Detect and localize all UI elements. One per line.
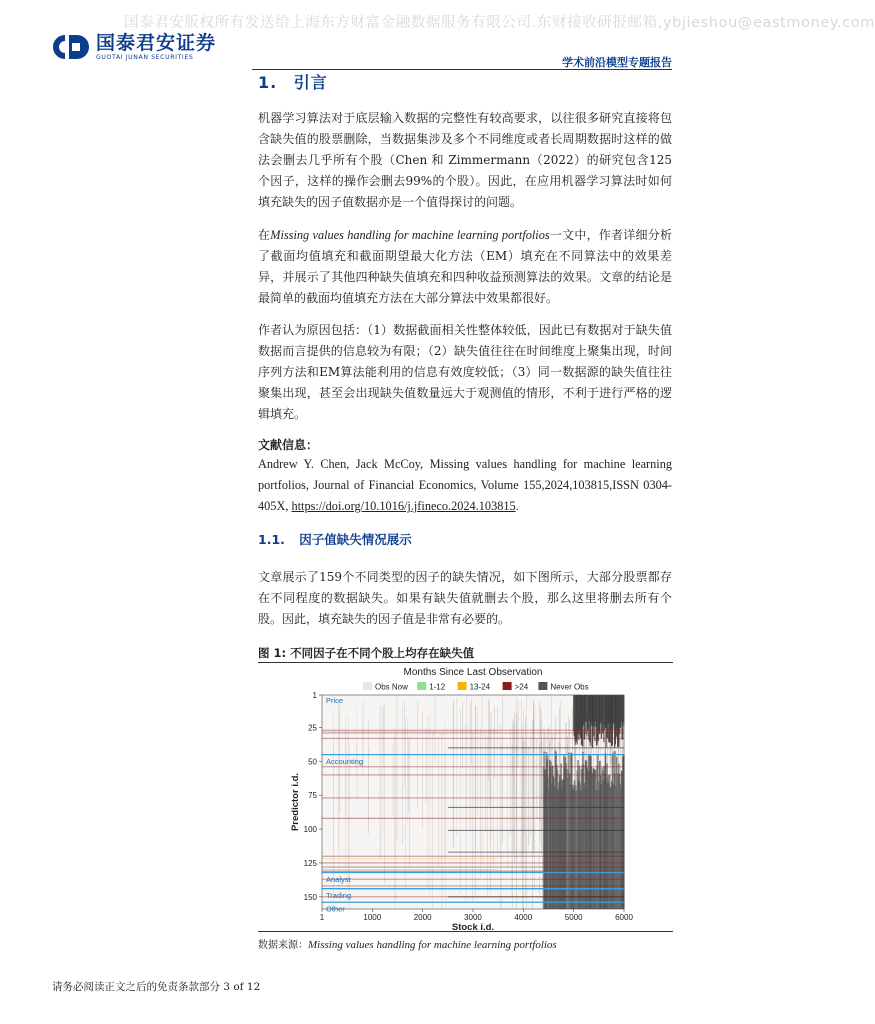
logo-en: GUOTAI JUNAN SECURITIES: [96, 54, 194, 61]
source-prefix: 数据来源：: [258, 940, 308, 951]
x-tick-label: 5000: [564, 913, 583, 922]
reference-text: [258, 454, 672, 517]
y-axis-label: Predictor i.d.: [290, 772, 301, 832]
page-footer: 请务必阅读正文之后的免责条款部分 3 of 12: [52, 981, 261, 993]
legend-label: Never Obs: [550, 682, 589, 692]
group-label: Other: [326, 904, 345, 914]
group-label: Analyst: [326, 874, 351, 884]
logo-icon: [52, 34, 90, 60]
reference-label: 文献信息：: [258, 438, 319, 452]
x-tick-label: 1000: [363, 913, 382, 922]
chart-title: Months Since Last Observation: [403, 667, 543, 678]
reference-tail: .: [515, 499, 519, 513]
legend-swatch: [503, 682, 512, 690]
legend-label: Obs Now: [375, 682, 408, 692]
legend-swatch: [538, 682, 547, 690]
missing-values-heatmap: [258, 663, 673, 931]
missing-paragraph: 文章展示了159个不同类型的因子的缺失情况，如下图所示，大部分股票都存在不同程度的数据缺失。如果有缺失值就删去个股，那么这里将删去所有个股。因此，填充缺失的因子值是非常有必要的。: [258, 570, 672, 626]
intro-paragraph-2: [258, 225, 672, 309]
company-logo: [52, 33, 216, 61]
legend-label: >24: [514, 682, 529, 692]
doi-link[interactable]: https://doi.org/10.1016/j.jfineco.2024.103815: [291, 499, 516, 513]
y-tick-label: 100: [303, 825, 317, 835]
x-tick-label: 2000: [413, 913, 432, 922]
subsection-number: 1.1.: [258, 532, 285, 547]
x-tick-label: 3000: [464, 913, 482, 922]
y-tick-label: 1: [312, 691, 317, 700]
y-tick-label: 150: [303, 892, 317, 902]
figure-source: [258, 936, 557, 951]
report-type: 学术前沿模型专题报告: [562, 56, 672, 69]
logo-cn: 国泰君安证券: [96, 32, 217, 54]
y-tick-label: 25: [308, 723, 317, 733]
paper-title: Missing values handling for machine learning portfolios: [270, 228, 550, 242]
legend-label: 13-24: [469, 682, 491, 692]
figure-bottom-rule: [258, 931, 673, 932]
p2-rest: 一文中，作者详细分析了截面均值填充和截面期望最大化方法（EM）填充在不同算法中的效果差异，并展示了其他四种缺失值填充和四种收益预测算法的效果。文章的结论是最简单的截面均值填充方法在大部分算法中效果都很好。: [258, 228, 672, 305]
group-label: Trading: [326, 891, 352, 901]
intro-paragraph-1: 机器学习算法对于底层输入数据的完整性有较高要求，以往很多研究直接将包含缺失值的股票删除，当数据集涉及多个不同维度或者长周期数据时这样的做法会删去几乎所有个股（Chen 和 Zimmermann（2022）的研究包含125个因子，这样的操作会删去99%的个股）。因此，在应用机器学习算法时如何填充缺失的因子值数据亦是一个值得探讨的问题。: [258, 111, 672, 209]
y-tick-label: 50: [308, 757, 317, 767]
subsection-heading: 因子值缺失情况展示: [299, 532, 412, 547]
section-title: [258, 70, 328, 93]
subsection-title: [258, 530, 412, 548]
x-tick-label: 6000: [615, 913, 633, 922]
watermark: 国泰君安版权所有发送给上海东方财富金融数据服务有限公司.东财接收研报邮箱,ybjieshou@eastmoney.com: [124, 15, 875, 31]
y-tick-label: 75: [308, 791, 317, 801]
intro-paragraph-3: 作者认为原因包括：（1）数据截面相关性整体较低，因此已有数据对于缺失值数据而言提供的信息较为有限；（2）缺失值往往在时间维度上聚集出现，时间序列方法和EM算法能利用的信息有效度较低；（3）同一数据源的缺失值往往聚集出现，甚至会出现缺失值数量远大于观测值的情形，不利于进行严格的逻辑填充。: [258, 323, 672, 421]
legend-swatch: [363, 682, 372, 690]
x-tick-label: 4000: [514, 913, 533, 922]
reference-body: Andrew Y. Chen, Jack McCoy, Missing values handling for machine learning portfolios, Journal of Financial Economics, Volume 155,2024,103815,ISSN 0304-405X,: [258, 457, 672, 513]
y-tick-label: 125: [303, 858, 317, 868]
legend-swatch: [417, 682, 426, 690]
figure-caption: 图 1: 不同因子在不同个股上均存在缺失值: [258, 646, 475, 660]
section-heading: 引言: [293, 73, 328, 92]
group-label: Accounting: [326, 756, 364, 766]
legend-label: 1-12: [429, 682, 446, 692]
source-title: Missing values handling for machine learning portfolios: [308, 939, 557, 951]
x-tick-label: 1: [319, 913, 325, 922]
p2-prefix: 在: [258, 228, 271, 242]
legend-swatch: [458, 682, 467, 690]
x-axis-label: Stock i.d.: [451, 922, 495, 933]
group-label: Price: [326, 696, 344, 705]
section-number: 1.: [258, 73, 278, 92]
